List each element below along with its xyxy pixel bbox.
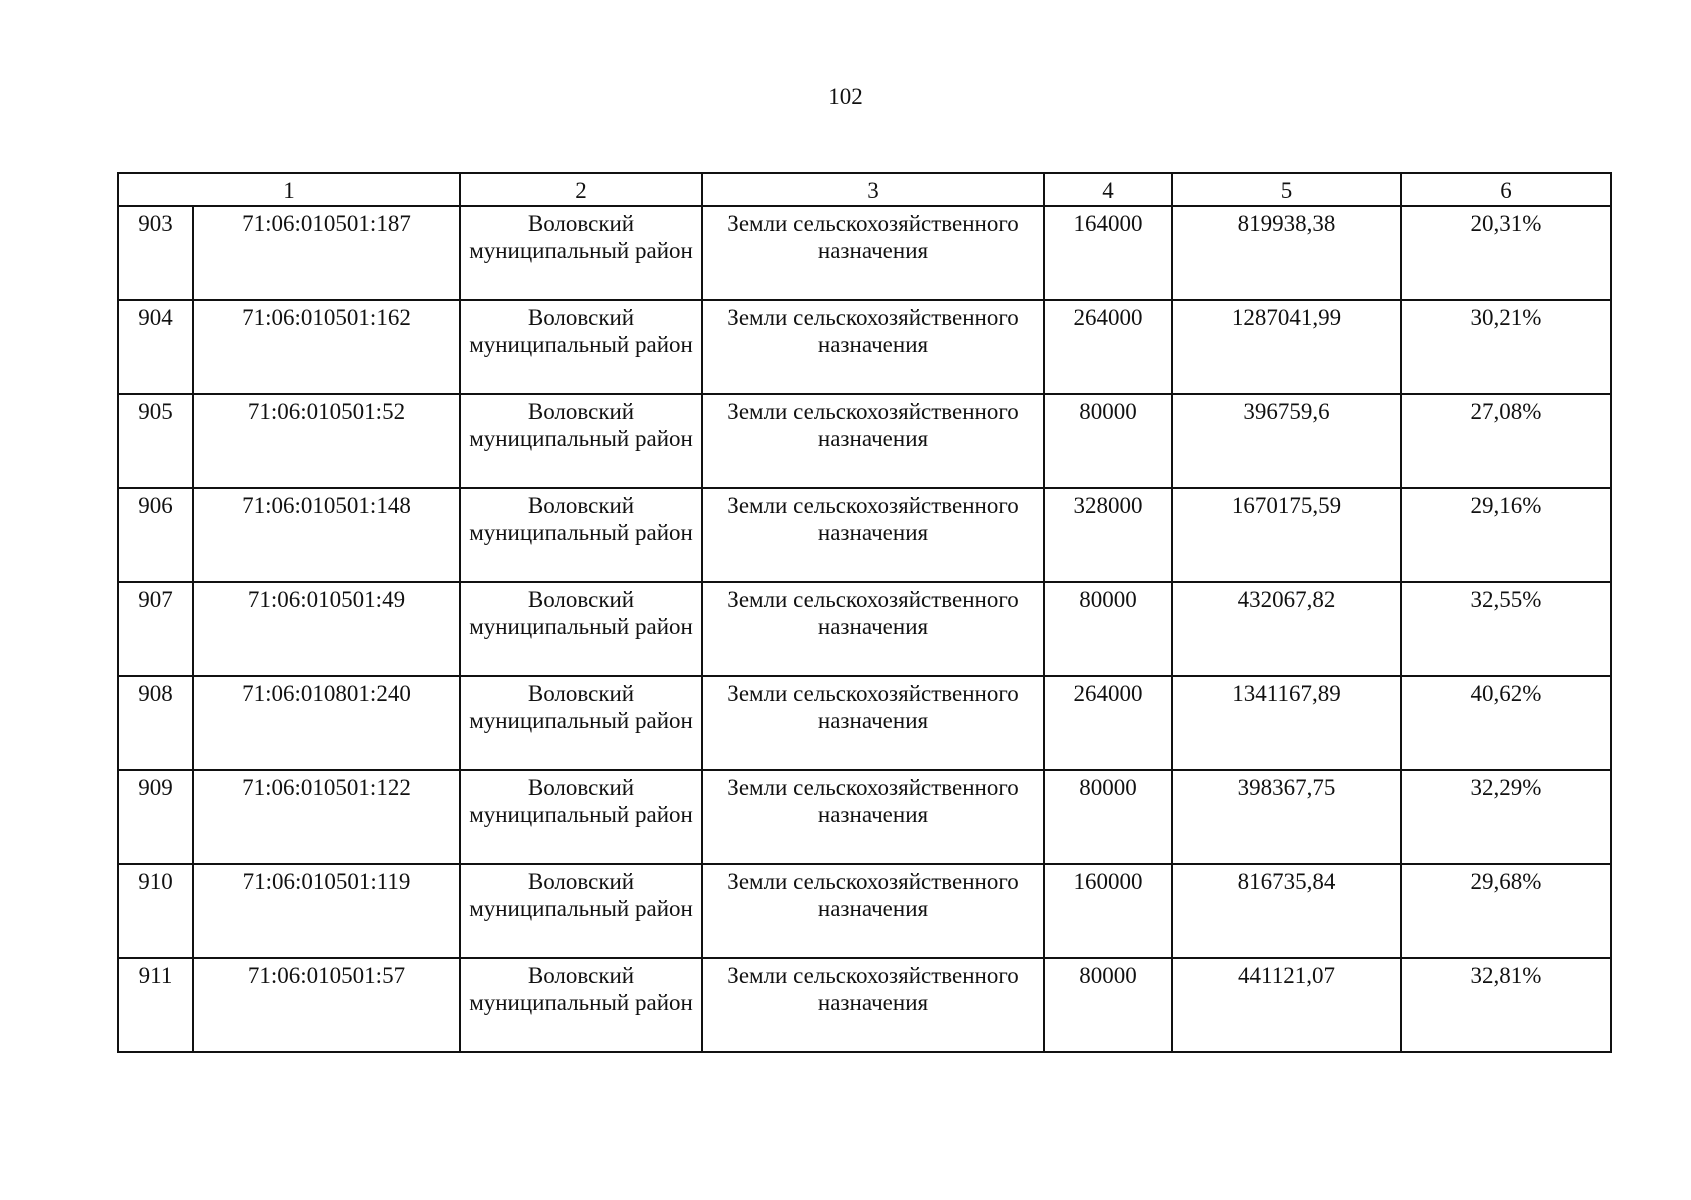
area: 160000 [1044,864,1172,958]
table-row [118,676,1611,770]
cadastral-number: 71:06:010501:57 [193,958,460,1052]
land-category: Земли сельскохозяйственного назначения [702,582,1044,676]
cadastral-number: 71:06:010501:122 [193,770,460,864]
column-header-1: 1 [118,173,460,206]
area: 264000 [1044,676,1172,770]
percentage: 32,55% [1401,582,1611,676]
row-number: 907 [118,582,193,676]
table-row [118,488,1611,582]
land-category: Земли сельскохозяйственного назначения [702,206,1044,300]
percentage: 29,68% [1401,864,1611,958]
district: Воловский муниципальный район [460,488,702,582]
land-category: Земли сельскохозяйственного назначения [702,770,1044,864]
cadastral-value: 441121,07 [1172,958,1401,1052]
district: Воловский муниципальный район [460,864,702,958]
column-header-3: 3 [702,173,1044,206]
area: 328000 [1044,488,1172,582]
district: Воловский муниципальный район [460,676,702,770]
cadastral-value: 396759,6 [1172,394,1401,488]
row-number: 910 [118,864,193,958]
percentage: 30,21% [1401,300,1611,394]
cadastral-value: 819938,38 [1172,206,1401,300]
cadastral-value: 1287041,99 [1172,300,1401,394]
percentage: 32,81% [1401,958,1611,1052]
district: Воловский муниципальный район [460,206,702,300]
area: 164000 [1044,206,1172,300]
row-number: 903 [118,206,193,300]
column-header-2: 2 [460,173,702,206]
land-category: Земли сельскохозяйственного назначения [702,958,1044,1052]
percentage: 40,62% [1401,676,1611,770]
row-number: 908 [118,676,193,770]
land-category: Земли сельскохозяйственного назначения [702,488,1044,582]
area: 80000 [1044,394,1172,488]
cadastral-number: 71:06:010501:187 [193,206,460,300]
row-number: 905 [118,394,193,488]
table-row [118,864,1611,958]
cadastral-value: 1341167,89 [1172,676,1401,770]
row-number: 909 [118,770,193,864]
table-header-row [118,173,1611,206]
cadastral-number: 71:06:010501:148 [193,488,460,582]
land-category: Земли сельскохозяйственного назначения [702,394,1044,488]
cadastral-number: 71:06:010801:240 [193,676,460,770]
cadastral-number: 71:06:010501:162 [193,300,460,394]
percentage: 27,08% [1401,394,1611,488]
row-number: 906 [118,488,193,582]
column-header-6: 6 [1401,173,1611,206]
cadastral-value: 432067,82 [1172,582,1401,676]
percentage: 29,16% [1401,488,1611,582]
table-row [118,300,1611,394]
district: Воловский муниципальный район [460,300,702,394]
district: Воловский муниципальный район [460,394,702,488]
column-header-5: 5 [1172,173,1401,206]
table-row [118,582,1611,676]
cadastral-number: 71:06:010501:49 [193,582,460,676]
percentage: 32,29% [1401,770,1611,864]
row-number: 904 [118,300,193,394]
table-row [118,394,1611,488]
table-row [118,958,1611,1052]
land-plots-table [117,172,1612,1053]
cadastral-number: 71:06:010501:119 [193,864,460,958]
row-number: 911 [118,958,193,1052]
table-row [118,206,1611,300]
area: 80000 [1044,770,1172,864]
land-category: Земли сельскохозяйственного назначения [702,864,1044,958]
cadastral-number: 71:06:010501:52 [193,394,460,488]
area: 80000 [1044,582,1172,676]
district: Воловский муниципальный район [460,958,702,1052]
cadastral-value: 1670175,59 [1172,488,1401,582]
cadastral-value: 398367,75 [1172,770,1401,864]
page-number: 102 [828,84,863,109]
land-category: Земли сельскохозяйственного назначения [702,300,1044,394]
land-category: Земли сельскохозяйственного назначения [702,676,1044,770]
area: 80000 [1044,958,1172,1052]
table-row [118,770,1611,864]
area: 264000 [1044,300,1172,394]
column-header-4: 4 [1044,173,1172,206]
district: Воловский муниципальный район [460,770,702,864]
district: Воловский муниципальный район [460,582,702,676]
cadastral-value: 816735,84 [1172,864,1401,958]
percentage: 20,31% [1401,206,1611,300]
